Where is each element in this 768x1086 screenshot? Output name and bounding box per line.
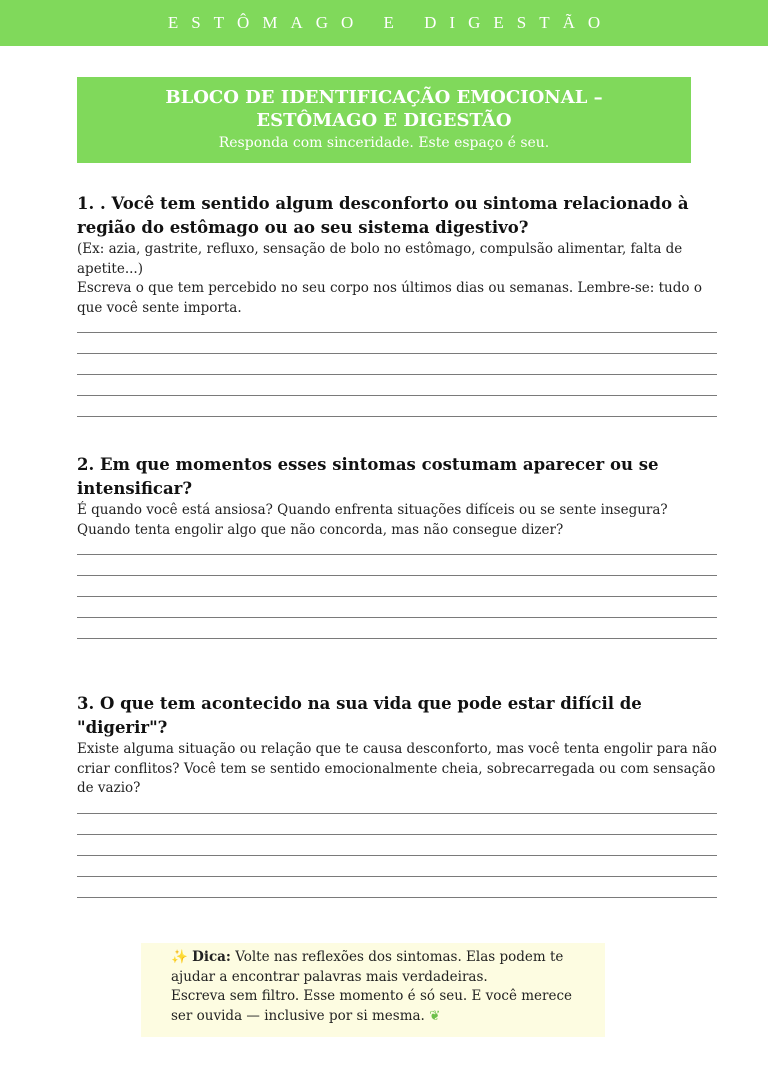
herb-icon: ❦: [429, 1007, 441, 1024]
tip-paragraph-2: [171, 987, 595, 1026]
answer-line[interactable]: [77, 332, 717, 333]
answer-line[interactable]: [77, 353, 717, 354]
answer-line[interactable]: [77, 554, 717, 555]
question-1-title: 1. . Você tem sentido algum desconforto ou sintoma relacionado à região do estômago ou ao seu sistema digestivo?: [77, 194, 689, 237]
sparkles-icon: ✨: [171, 949, 188, 965]
question-3: [77, 692, 717, 918]
answer-line[interactable]: [77, 897, 717, 898]
answer-line[interactable]: [77, 855, 717, 856]
tip-label: Dica:: [192, 949, 231, 965]
answer-line[interactable]: [77, 416, 717, 417]
header-subtitle: Responda com sinceridade. Este espaço é seu.: [218, 135, 550, 151]
tip-text-2: Escreva sem filtro. Esse momento é só seu. E você merece ser ouvida — inclusive por si mesma.: [171, 988, 573, 1024]
question-3-text: Existe alguma situação ou relação que te causa desconforto, mas você tenta engolir para não criar conflitos? Você tem se sentido emocionalmente cheia, sobrecarregada ou com sensação de vazio?: [77, 741, 717, 796]
header-box: [77, 77, 691, 163]
question-2-text: É quando você está ansiosa? Quando enfrenta situações difíceis ou se sente insegura? Quando tenta engolir algo que não concorda, mas não consegue dizer?: [77, 502, 668, 538]
tip-text-1: Volte nas reflexões dos sintomas. Elas podem te ajudar a encontrar palavras mais verdadeiras.: [171, 949, 564, 985]
answer-lines-3[interactable]: [77, 813, 717, 898]
question-2: [77, 453, 717, 659]
banner-title: ESTÔMAGO E DIGESTÃO: [167, 13, 614, 32]
question-1-text: (Ex: azia, gastrite, refluxo, sensação de bolo no estômago, compulsão alimentar, falta de apetite...): [77, 241, 683, 277]
question-3-title: 3. O que tem acontecido na sua vida que pode estar difícil de "digerir"?: [77, 694, 642, 737]
answer-line[interactable]: [77, 876, 717, 877]
answer-line[interactable]: [77, 813, 717, 814]
answer-line[interactable]: [77, 617, 717, 618]
top-banner: [0, 0, 768, 46]
answer-lines-2[interactable]: [77, 554, 717, 639]
answer-line[interactable]: [77, 638, 717, 639]
tip-paragraph-1: [171, 948, 595, 987]
answer-line[interactable]: [77, 374, 717, 375]
question-1: [77, 192, 717, 437]
answer-line[interactable]: [77, 834, 717, 835]
answer-line[interactable]: [77, 596, 717, 597]
header-title-line1: BLOCO DE IDENTIFICAÇÃO EMOCIONAL –: [165, 87, 603, 108]
answer-line[interactable]: [77, 395, 717, 396]
tip-box: [141, 943, 605, 1037]
question-2-title: 2. Em que momentos esses sintomas costumam aparecer ou se intensificar?: [77, 455, 659, 498]
header-title-line2: ESTÔMAGO E DIGESTÃO: [256, 110, 512, 131]
answer-lines-1[interactable]: [77, 332, 717, 417]
question-1-instruction: Escreva o que tem percebido no seu corpo nos últimos dias ou semanas. Lembre-se: tudo o que você sente importa.: [77, 280, 702, 316]
answer-line[interactable]: [77, 575, 717, 576]
